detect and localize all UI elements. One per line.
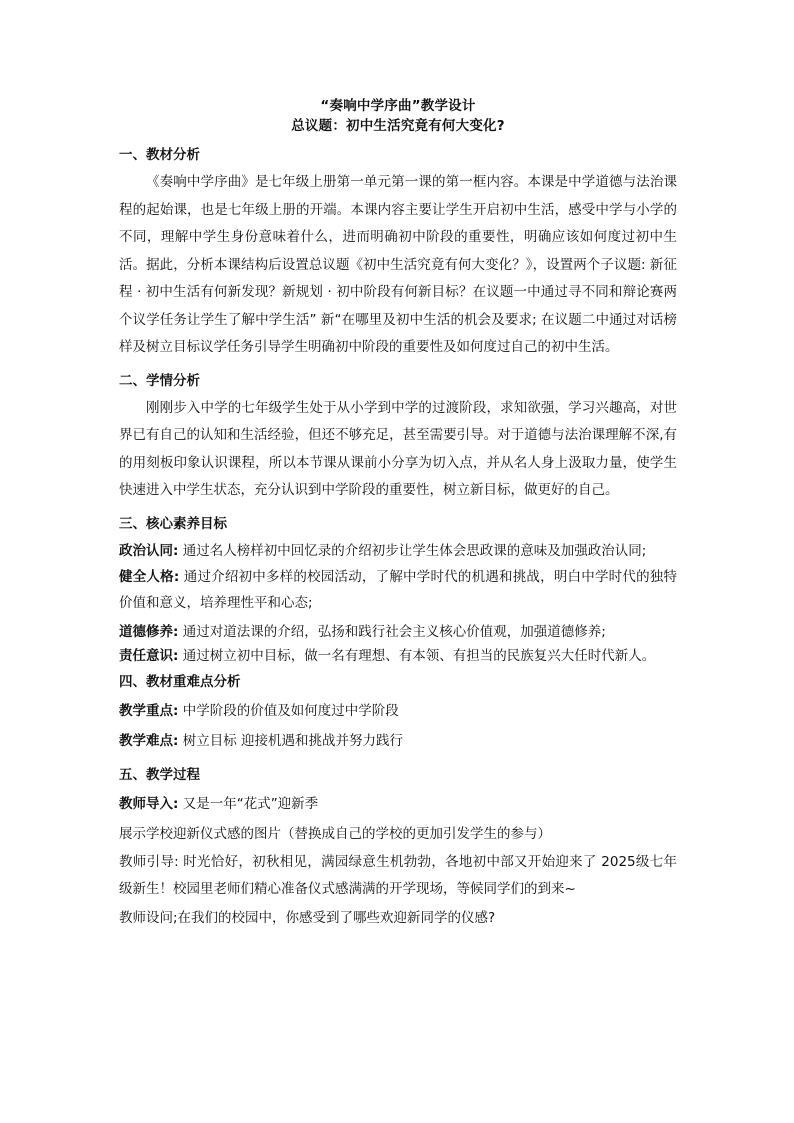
goal-label: 政治认同: [119,542,179,559]
teacher-question: 教师设问;在我们的校园中，你感受到了哪些欢迎新同学的仪感? [119,909,496,926]
goal-text: 通过对道法课的介绍，弘扬和践行社会主义核心价值观，加强道德修养; [178,623,606,640]
goal-sound-personality [119,564,677,616]
show-pictures-instruction: 展示学校迎新仪式感的图片（替换成自己的学校的更加引发学生的参与） [119,825,551,842]
difficult-point [119,726,677,756]
key-point-text: 中学阶段的价值及如何度过中学阶段 [178,702,399,719]
goal-text: 通过介绍初中多样的校园活动，了解中学时代的机遇和挑战，明白中学时代的独特价值和意义，培养理性平和心态; [119,568,677,611]
student-analysis-paragraph: 刚刚步入中学的七年级学生处于从小学到中学的过渡阶段，求知欲强，学习兴趣高，对世界已有自己的认知和生活经验，但还不够充足，甚至需要引导。对于道德与法治课理解不深,有的用刻板印象认识课程，所以本节课从课前小分享为切入点，并从名人身上汲取力量，使学生快速进入中学生状态，充分认识到中学阶段的重要性，树立新目标，做更好的自己。 [119,399,677,498]
difficult-point-text: 树立目标 迎接机遇和挑战并努力践行 [178,732,403,749]
goal-responsibility [119,644,677,668]
textbook-analysis-paragraph: 《奏响中学序曲》是七年级上册第一单元第一课的第一框内容。本课是中学道德与法治课程的起始课，也是七年级上册的开端。本课内容主要让学生开启初中生活，感受中学与小学的不同，理解中学生身份意味着什么，进而明确初中阶段的重要性，明确应该如何度过初中生活。据此，分析本课结构后设置总议题《初中生活究竟有何大变化？》，设置两个子议题: 新征程 · 初中生活有何新发现？新规划 · 初中阶段有何新目标？在议题一中通过寻不同和辩论赛两个议学任务让学生了解中学生活” 新“在哪里及初中生活的机会及要求; 在议题二中通过对话榜样及树立目标议学任务引导学生明确初中阶段的重要性及如何度过自己的初中生活。 [119,174,677,355]
document-title: “奏响中学序曲”教学设计 [320,98,476,114]
goal-label: 责任意识: [119,647,179,664]
teacher-guide-paragraph: 教师引导: 时光恰好，初秋相见，满园绿意生机勃勃，各地初中部又开始迎来了 2025级七年级新生！校园里老师们精心准备仪式感满满的开学现场，等候同学们的到来~ [119,853,677,897]
document-subtitle: 总议题：初中生活究竟有何大变化? [291,118,505,134]
goal-political-identity [119,538,677,564]
section-heading-teaching-process: 五、教学过程 [119,766,200,783]
teacher-intro [119,789,677,819]
section-heading-student-analysis: 二、学情分析 [119,372,200,389]
teacher-intro-label: 教师导入: [119,795,179,812]
section-heading-core-goals: 三、核心素养目标 [119,515,227,532]
goal-text: 通过名人榜样初中回忆录的介绍初步让学生体会思政课的意味及加强政治认同; [178,542,647,559]
difficult-point-label: 教学难点: [119,732,179,749]
section-heading-key-difficult-points: 四、教材重难点分析 [119,673,241,690]
goal-label: 健全人格: [119,568,180,585]
goal-moral-cultivation [119,620,677,644]
key-point [119,696,677,726]
teacher-intro-text: 又是一年“花式”迎新季 [178,795,319,812]
section-heading-textbook-analysis: 一、教材分析 [119,147,200,163]
goal-label: 道德修养: [119,623,179,640]
document-body [119,96,677,933]
goal-text: 通过树立初中目标，做一名有理想、有本领、有担当的民族复兴大任时代新人。 [178,647,656,664]
key-point-label: 教学重点: [119,702,179,719]
